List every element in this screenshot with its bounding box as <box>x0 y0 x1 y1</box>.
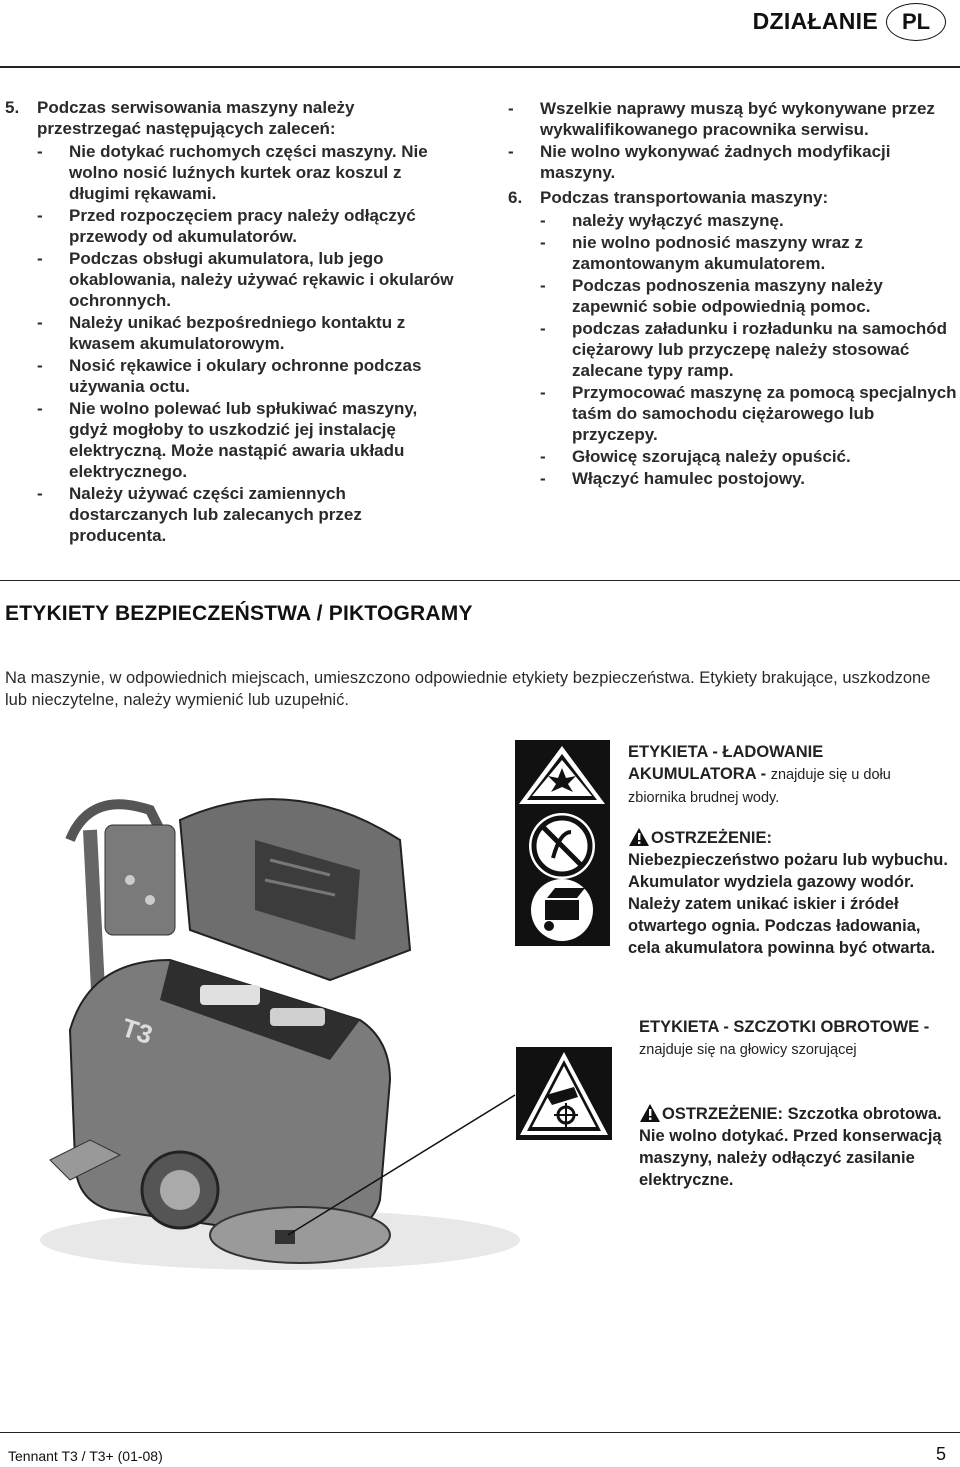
item-number: 6. <box>508 188 523 207</box>
list-item: - Przed rozpoczęciem pracy należy odłączyć przewody od akumulatorów. <box>37 206 416 246</box>
footer-manual-title: Tennant T3 / T3+ (01-08) <box>8 1448 163 1464</box>
machine-badge: T3 <box>118 1012 157 1051</box>
section-divider <box>0 580 960 581</box>
header-divider <box>0 66 960 68</box>
list-item: - Włączyć hamulec postojowy. <box>540 469 806 488</box>
warning-heading: OSTRZEŻENIE: <box>662 1105 784 1123</box>
section-heading: ETYKIETY BEZPIECZEŃSTWA / PIKTOGRAMY <box>5 602 473 625</box>
sub-list <box>540 210 958 489</box>
label1-location: znajduje się u dołu zbiornika brudnej wody. <box>628 767 891 806</box>
sub-list <box>508 98 958 183</box>
item-text: Podczas transportowania maszyny: <box>540 188 829 207</box>
instruction-item-6 <box>508 187 958 208</box>
battery-charging-safety-label <box>515 740 610 946</box>
item-number: 5. <box>5 98 20 117</box>
label2-warning <box>639 1103 949 1191</box>
warning-heading: OSTRZEŻENIE: <box>651 829 773 847</box>
warning-text: Niebezpieczeństwo pożaru lub wybuchu. Akumulator wydziela gazowy wodór. Należy zatem unikać iskier i źródeł otwartego ognia. Podczas ładowania, cela akumulatora powinna być otwarta. <box>628 851 948 957</box>
label2-location: znajduje się na głowicy szorującej <box>639 1042 857 1058</box>
section-intro: Na maszynie, w odpowiednich miejscach, umieszczono odpowiednie etykiety bezpieczeństwa. Etykiety brakujące, uszkodzone lub nieczytelne, należy wymienić lub uzupełnić. <box>5 669 931 709</box>
list-item: - Podczas obsługi akumulatora, lub jego okablowania, należy używać rękawic i okularów ochronnych. <box>37 249 454 310</box>
warning-triangle-icon <box>639 1103 661 1123</box>
label1-warning <box>628 827 950 959</box>
page-number: 5 <box>935 1444 946 1464</box>
warning-text: Szczotka obrotowa. Nie wolno dotykać. Przed konserwacją maszyny, należy odłączyć zasilanie elektryczne. <box>639 1105 942 1189</box>
instructions-left-column <box>5 97 460 546</box>
list-item: - podczas załadunku i rozładunku na samochód ciężarowy lub przyczepę należy stosować zalecane typy ramp. <box>540 319 948 380</box>
list-item: - należy wyłączyć maszynę. <box>540 211 784 230</box>
list-item: - Nosić rękawice i okulary ochronne podczas używania octu. <box>37 356 422 396</box>
list-item: - Nie dotykać ruchomych części maszyny. Nie wolno nosić luźnych kurtek oraz koszul z długimi rękawami. <box>37 142 428 203</box>
label2-description <box>639 1016 949 1061</box>
footer-divider <box>0 1432 960 1433</box>
instructions-right-column <box>508 97 958 489</box>
list-item: - Podczas podnoszenia maszyny należy zapewnić sobie odpowiednią pomoc. <box>540 276 883 316</box>
list-item: - Należy unikać bezpośredniego kontaktu z kwasem akumulatorowym. <box>37 313 406 353</box>
warning-triangle-icon <box>628 827 650 847</box>
rotating-brush-safety-label <box>516 1047 612 1140</box>
sub-list <box>37 141 460 546</box>
item-text: Podczas serwisowania maszyny należy przestrzegać następujących zaleceń: <box>37 98 355 138</box>
list-item: - Nie wolno wykonywać żadnych modyfikacji maszyny. <box>508 142 891 182</box>
list-item: - nie wolno podnosić maszyny wraz z zamontowanym akumulatorem. <box>540 233 863 273</box>
language-badge: PL <box>886 3 946 41</box>
list-item: - Przymocować maszynę za pomocą specjalnych taśm do samochodu ciężarowego lub przyczepy. <box>540 383 957 444</box>
label1-heading: ETYKIETA - ŁADOWANIE AKUMULATORA - <box>628 743 824 783</box>
list-item: - Wszelkie naprawy muszą być wykonywane przez wykwalifikowanego pracownika serwisu. <box>508 99 935 139</box>
machine-photo <box>30 780 550 1280</box>
list-item: - Należy używać części zamiennych dostarczanych lub zalecanych przez producenta. <box>37 484 362 545</box>
label2-heading: ETYKIETA - SZCZOTKI OBROTOWE - <box>639 1018 930 1036</box>
list-item: - Nie wolno polewać lub spłukiwać maszyny, gdyż mogłoby to uszkodzić jej instalację elektryczną. Może nastąpić awaria układu elektrycznego. <box>37 399 418 481</box>
page-section-title: DZIAŁANIE <box>752 8 878 34</box>
list-item: - Głowicę szorującą należy opuścić. <box>540 447 851 466</box>
label1-description <box>628 741 950 809</box>
instruction-item-5 <box>5 97 460 139</box>
